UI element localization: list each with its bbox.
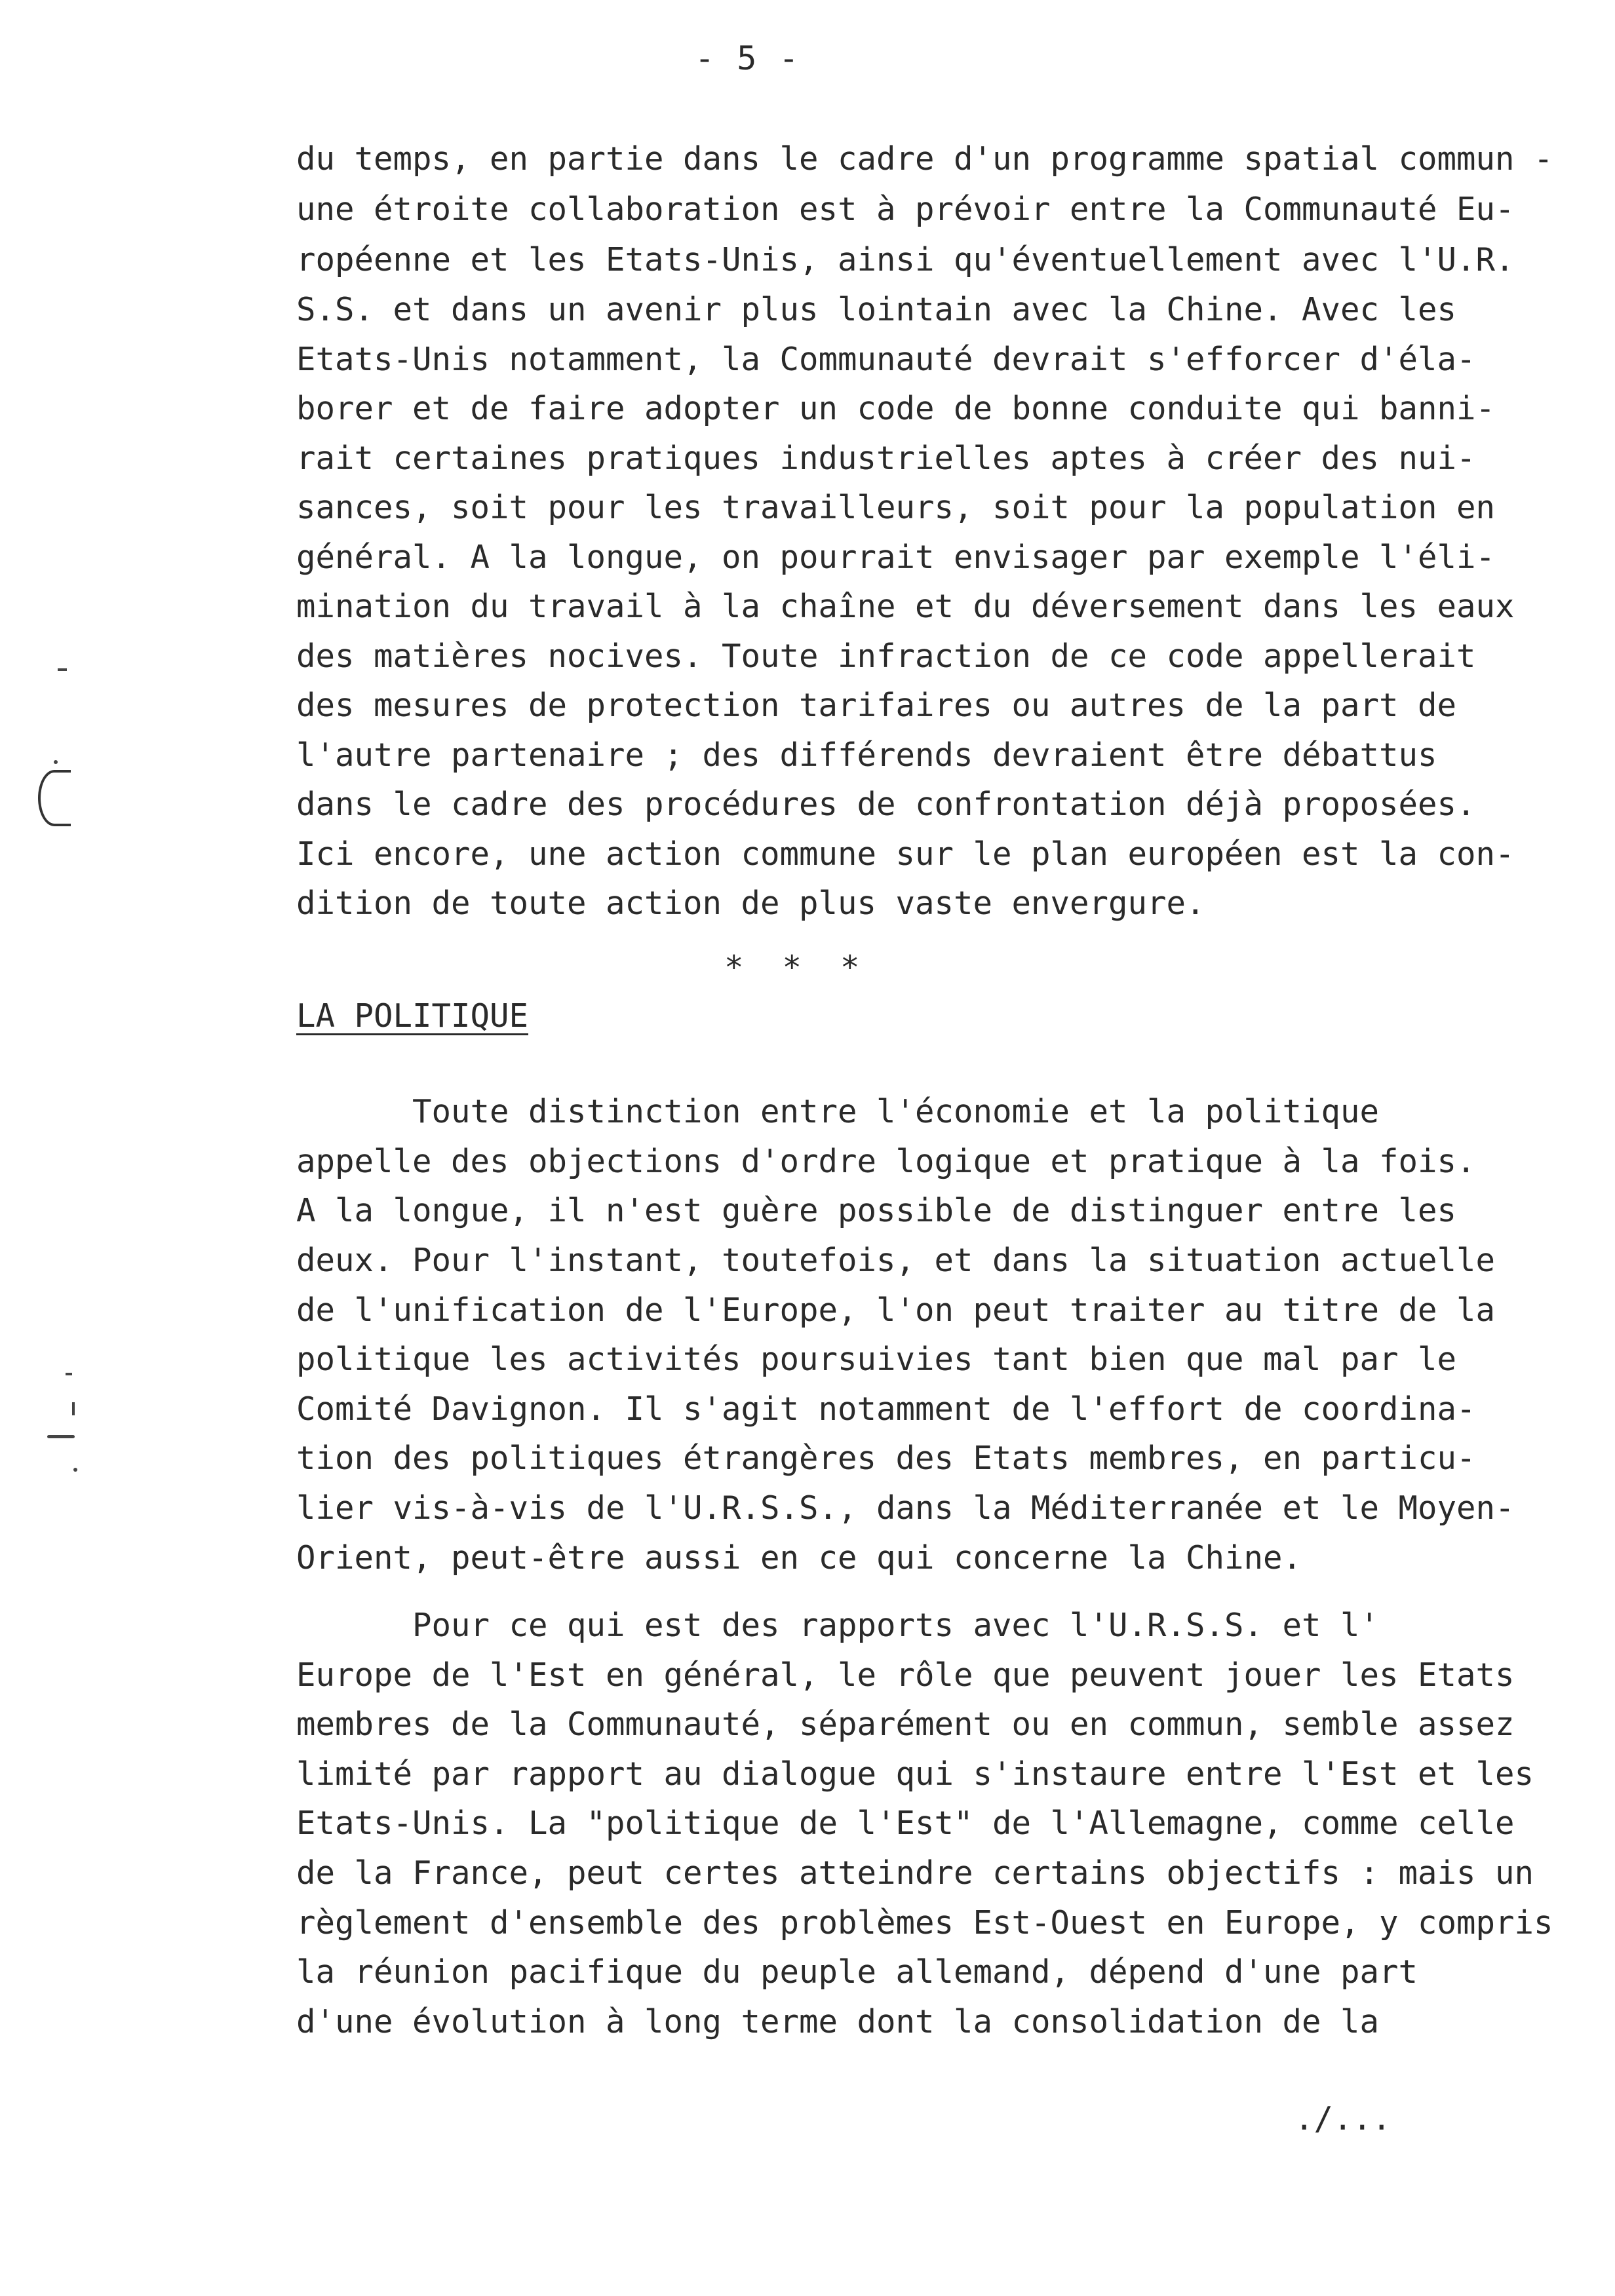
continuation-mark: ./...: [1294, 2100, 1391, 2137]
margin-mark: [47, 1435, 75, 1438]
text-line: Ici encore, une action commune sur le plan européen est la con-: [296, 835, 1515, 873]
text-line: Comité Davignon. Il s'agit notamment de l'effort de coordina-: [296, 1390, 1476, 1428]
text-line: deux. Pour l'instant, toutefois, et dans la situation actuelle: [296, 1242, 1496, 1279]
text-line: ropéenne et les Etats-Unis, ainsi qu'éventuellement avec l'U.R.: [296, 241, 1515, 278]
text-line: Etats-Unis. La "politique de l'Est" de l'Allemagne, comme celle: [296, 1805, 1515, 1842]
margin-mark: [72, 1402, 75, 1415]
text-line: mination du travail à la chaîne et du déversement dans les eaux: [296, 588, 1515, 625]
text-line: Etats-Unis notamment, la Communauté devrait s'efforcer d'éla-: [296, 341, 1476, 378]
text-line: général. A la longue, on pourrait envisager par exemple l'éli-: [296, 539, 1496, 576]
margin-mark: [73, 1468, 77, 1472]
text-line: limité par rapport au dialogue qui s'instaure entre l'Est et les: [296, 1755, 1534, 1793]
section-separator: * * *: [724, 949, 860, 986]
text-line: des mesures de protection tarifaires ou autres de la part de: [296, 687, 1457, 724]
text-line: dans le cadre des procédures de confrontation déjà proposées.: [296, 786, 1476, 823]
text-line: règlement d'ensemble des problèmes Est-Ouest en Europe, y compris: [296, 1904, 1553, 1942]
margin-mark: [66, 1373, 72, 1375]
text-line: borer et de faire adopter un code de bonne conduite qui banni-: [296, 390, 1496, 427]
text-line: membres de la Communauté, séparément ou en commun, semble assez: [296, 1706, 1515, 1743]
page-number: - 5 -: [695, 39, 800, 77]
text-line: l'autre partenaire ; des différends devraient être débattus: [296, 737, 1437, 774]
text-line: S.S. et dans un avenir plus lointain avec la Chine. Avec les: [296, 291, 1457, 328]
text-line: du temps, en partie dans le cadre d'un programme spatial commun -: [296, 140, 1553, 178]
text-line: Pour ce qui est des rapports avec l'U.R.S.S. et l': [296, 1607, 1380, 1644]
text-line: de la France, peut certes atteindre certains objectifs : mais un: [296, 1854, 1534, 1892]
text-line: A la longue, il n'est guère possible de distinguer entre les: [296, 1192, 1457, 1229]
margin-mark: [54, 760, 58, 764]
text-line: une étroite collaboration est à prévoir entre la Communauté Eu-: [296, 191, 1515, 228]
text-line: Toute distinction entre l'économie et la politique: [296, 1093, 1380, 1130]
text-line: Orient, peut-être aussi en ce qui concerne la Chine.: [296, 1539, 1302, 1577]
text-line: d'une évolution à long terme dont la consolidation de la: [296, 2003, 1380, 2040]
text-line: la réunion pacifique du peuple allemand, dépend d'une part: [296, 1953, 1418, 1991]
text-line: sances, soit pour les travailleurs, soit pour la population en: [296, 489, 1496, 526]
text-line: lier vis-à-vis de l'U.R.S.S., dans la Méditerranée et le Moyen-: [296, 1489, 1515, 1527]
text-line: dition de toute action de plus vaste envergure.: [296, 885, 1205, 922]
margin-mark: [58, 668, 67, 671]
text-line: des matières nocives. Toute infraction de ce code appellerait: [296, 638, 1476, 675]
text-line: politique les activités poursuivies tant bien que mal par le: [296, 1341, 1457, 1378]
text-line: appelle des objections d'ordre logique et pratique à la fois.: [296, 1143, 1476, 1180]
section-heading: LA POLITIQUE: [296, 997, 529, 1035]
text-line: Europe de l'Est en général, le rôle que peuvent jouer les Etats: [296, 1656, 1515, 1694]
text-line: rait certaines pratiques industrielles aptes à créer des nui-: [296, 440, 1476, 477]
punch-hole-mark: [38, 770, 71, 826]
text-line: de l'unification de l'Europe, l'on peut traiter au titre de la: [296, 1292, 1496, 1329]
text-line: tion des politiques étrangères des Etats membres, en particu-: [296, 1440, 1476, 1477]
